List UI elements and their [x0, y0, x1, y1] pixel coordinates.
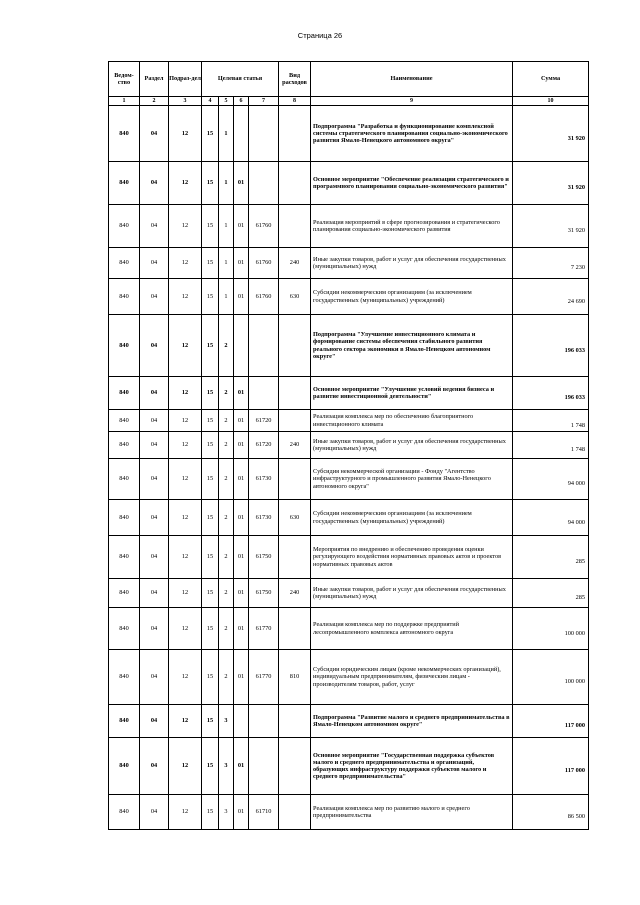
cell-celevaya-3 — [234, 315, 249, 377]
cell-vid-rashodov — [279, 106, 311, 162]
cell-naimenovanie: Подпрограмма "Улучшение инвестиционного климата и формирование системы обеспечения стабильного развития реального сектора экономики в Ямало-Ненецком автономном округе" — [311, 315, 513, 377]
cell-celevaya-3: 01 — [234, 410, 249, 432]
table-row — [109, 410, 589, 432]
header-summa: Сумма — [513, 62, 589, 97]
cell-razdel: 04 — [140, 579, 169, 608]
cell-celevaya-3: 01 — [234, 279, 249, 315]
cell-celevaya-3: 01 — [234, 650, 249, 705]
cell-celevaya-3: 01 — [234, 500, 249, 536]
cell-vedomstvo: 840 — [109, 459, 140, 500]
cell-celevaya-4 — [249, 162, 279, 205]
cell-vid-rashodov — [279, 459, 311, 500]
cell-summa: 100 000 — [513, 608, 589, 650]
cell-celevaya-4 — [249, 377, 279, 410]
cell-podrazdel: 12 — [169, 459, 202, 500]
cell-summa: 117 000 — [513, 738, 589, 795]
cell-summa: 117 000 — [513, 705, 589, 738]
table-row — [109, 536, 589, 579]
cell-naimenovanie: Мероприятия по внедрению и обеспечению проведения оценки регулирующего воздействия нормативных правовых актов и проектов нормативных правовых актов — [311, 536, 513, 579]
cell-celevaya-4: 61760 — [249, 205, 279, 248]
cell-vedomstvo: 840 — [109, 500, 140, 536]
column-number: 7 — [249, 97, 279, 106]
cell-celevaya-2: 2 — [219, 500, 234, 536]
cell-vid-rashodov — [279, 377, 311, 410]
cell-podrazdel: 12 — [169, 705, 202, 738]
cell-summa: 285 — [513, 536, 589, 579]
table-row — [109, 500, 589, 536]
cell-vid-rashodov — [279, 795, 311, 830]
cell-celevaya-1: 15 — [202, 500, 219, 536]
cell-celevaya-1: 15 — [202, 738, 219, 795]
cell-razdel: 04 — [140, 315, 169, 377]
table-row — [109, 705, 589, 738]
cell-vedomstvo: 840 — [109, 205, 140, 248]
cell-vid-rashodov: 240 — [279, 579, 311, 608]
table-row — [109, 248, 589, 279]
cell-vid-rashodov — [279, 705, 311, 738]
cell-celevaya-2: 1 — [219, 279, 234, 315]
cell-celevaya-1: 15 — [202, 650, 219, 705]
cell-celevaya-2: 2 — [219, 459, 234, 500]
cell-summa: 31 920 — [513, 106, 589, 162]
column-number: 1 — [109, 97, 140, 106]
cell-celevaya-1: 15 — [202, 795, 219, 830]
cell-razdel: 04 — [140, 410, 169, 432]
cell-celevaya-4 — [249, 315, 279, 377]
cell-vid-rashodov: 630 — [279, 279, 311, 315]
cell-summa: 31 920 — [513, 162, 589, 205]
cell-summa: 94 000 — [513, 500, 589, 536]
cell-celevaya-2: 2 — [219, 536, 234, 579]
cell-naimenovanie: Реализация комплекса мер по развитию малого и среднего предпринимательства — [311, 795, 513, 830]
cell-naimenovanie: Основное мероприятие "Улучшение условий ведения бизнеса и развитие инвестиционной деятельности" — [311, 377, 513, 410]
cell-vid-rashodov: 240 — [279, 248, 311, 279]
cell-podrazdel: 12 — [169, 579, 202, 608]
cell-summa: 1 748 — [513, 432, 589, 459]
cell-podrazdel: 12 — [169, 536, 202, 579]
cell-naimenovanie: Реализация комплекса мер по поддержке предприятий лесопромышленного комплекса автономного округа — [311, 608, 513, 650]
cell-razdel: 04 — [140, 536, 169, 579]
cell-razdel: 04 — [140, 279, 169, 315]
cell-celevaya-2: 3 — [219, 738, 234, 795]
cell-summa: 196 033 — [513, 377, 589, 410]
cell-celevaya-4: 61750 — [249, 536, 279, 579]
cell-vedomstvo: 840 — [109, 795, 140, 830]
cell-celevaya-1: 15 — [202, 459, 219, 500]
cell-naimenovanie: Подпрограмма "Разработка и функционирование комплексной системы стратегического планирования социально-экономического развития Ямало-Ненецкого автономного округа" — [311, 106, 513, 162]
cell-podrazdel: 12 — [169, 377, 202, 410]
table-row — [109, 377, 589, 410]
table-row — [109, 459, 589, 500]
cell-celevaya-4: 61770 — [249, 608, 279, 650]
column-number: 9 — [311, 97, 513, 106]
column-number-row — [109, 97, 589, 106]
cell-celevaya-1: 15 — [202, 579, 219, 608]
cell-vedomstvo: 840 — [109, 608, 140, 650]
cell-vedomstvo: 840 — [109, 162, 140, 205]
cell-celevaya-3 — [234, 705, 249, 738]
cell-celevaya-4: 61750 — [249, 579, 279, 608]
cell-celevaya-3 — [234, 106, 249, 162]
cell-celevaya-3: 01 — [234, 536, 249, 579]
cell-celevaya-1: 15 — [202, 205, 219, 248]
cell-summa: 1 748 — [513, 410, 589, 432]
cell-vid-rashodov — [279, 738, 311, 795]
cell-celevaya-3: 01 — [234, 459, 249, 500]
budget-table — [108, 61, 589, 830]
cell-celevaya-2: 1 — [219, 205, 234, 248]
cell-podrazdel: 12 — [169, 205, 202, 248]
table-row — [109, 205, 589, 248]
cell-vid-rashodov — [279, 205, 311, 248]
cell-celevaya-4: 61760 — [249, 279, 279, 315]
cell-celevaya-4: 61730 — [249, 500, 279, 536]
cell-vid-rashodov: 810 — [279, 650, 311, 705]
cell-vedomstvo: 840 — [109, 248, 140, 279]
cell-celevaya-3: 01 — [234, 795, 249, 830]
cell-celevaya-1: 15 — [202, 705, 219, 738]
cell-razdel: 04 — [140, 162, 169, 205]
cell-razdel: 04 — [140, 106, 169, 162]
cell-razdel: 04 — [140, 205, 169, 248]
cell-summa: 86 500 — [513, 795, 589, 830]
column-number: 5 — [219, 97, 234, 106]
cell-celevaya-2: 3 — [219, 795, 234, 830]
cell-celevaya-2: 2 — [219, 377, 234, 410]
cell-celevaya-4 — [249, 705, 279, 738]
page-number-label: Страница 26 — [297, 31, 343, 40]
cell-vid-rashodov — [279, 536, 311, 579]
cell-summa: 196 033 — [513, 315, 589, 377]
cell-celevaya-4: 61730 — [249, 459, 279, 500]
table-row — [109, 650, 589, 705]
cell-podrazdel: 12 — [169, 410, 202, 432]
cell-celevaya-3: 01 — [234, 162, 249, 205]
cell-summa: 7 230 — [513, 248, 589, 279]
cell-celevaya-1: 15 — [202, 315, 219, 377]
cell-razdel: 04 — [140, 459, 169, 500]
cell-razdel: 04 — [140, 738, 169, 795]
cell-celevaya-2: 2 — [219, 650, 234, 705]
cell-naimenovanie: Субсидия некоммерческой организации - Фонду "Агентство инфраструктурного и промышленного развития Ямало-Ненецкого автономного округа" — [311, 459, 513, 500]
cell-celevaya-3: 01 — [234, 579, 249, 608]
cell-celevaya-1: 15 — [202, 608, 219, 650]
cell-celevaya-2: 1 — [219, 248, 234, 279]
cell-vedomstvo: 840 — [109, 279, 140, 315]
cell-celevaya-3: 01 — [234, 432, 249, 459]
cell-celevaya-1: 15 — [202, 432, 219, 459]
header-vid-rashodov: Вид расходов — [279, 62, 311, 97]
cell-naimenovanie: Основное мероприятие "Государственная поддержка субъектов малого и среднего предпринимательства и организаций, образующих инфраструктуру поддержки субъектов малого и среднего предпринимательства" — [311, 738, 513, 795]
cell-podrazdel: 12 — [169, 795, 202, 830]
cell-vedomstvo: 840 — [109, 705, 140, 738]
cell-razdel: 04 — [140, 650, 169, 705]
cell-podrazdel: 12 — [169, 106, 202, 162]
cell-celevaya-1: 15 — [202, 536, 219, 579]
cell-summa: 94 000 — [513, 459, 589, 500]
cell-celevaya-4: 61760 — [249, 248, 279, 279]
cell-celevaya-3: 01 — [234, 377, 249, 410]
cell-podrazdel: 12 — [169, 500, 202, 536]
cell-vedomstvo: 840 — [109, 536, 140, 579]
cell-vid-rashodov: 240 — [279, 432, 311, 459]
cell-vid-rashodov — [279, 608, 311, 650]
cell-celevaya-1: 15 — [202, 162, 219, 205]
cell-celevaya-3: 01 — [234, 608, 249, 650]
cell-razdel: 04 — [140, 608, 169, 650]
table-row — [109, 279, 589, 315]
cell-celevaya-3: 01 — [234, 738, 249, 795]
header-podrazdel: Подраз-дел — [169, 62, 202, 97]
header-razdel: Раздел — [140, 62, 169, 97]
cell-naimenovanie: Иные закупки товаров, работ и услуг для обеспечения государственных (муниципальных) нужд — [311, 432, 513, 459]
table-row — [109, 106, 589, 162]
cell-podrazdel: 12 — [169, 315, 202, 377]
cell-summa: 285 — [513, 579, 589, 608]
cell-vid-rashodov — [279, 162, 311, 205]
cell-vedomstvo: 840 — [109, 315, 140, 377]
cell-celevaya-4: 61710 — [249, 795, 279, 830]
cell-razdel: 04 — [140, 432, 169, 459]
cell-summa: 24 690 — [513, 279, 589, 315]
column-number: 8 — [279, 97, 311, 106]
cell-celevaya-4 — [249, 106, 279, 162]
table-row — [109, 579, 589, 608]
cell-celevaya-4: 61720 — [249, 410, 279, 432]
cell-naimenovanie: Субсидии некоммерческим организациям (за исключением государственных (муниципальных) учреждений) — [311, 500, 513, 536]
cell-summa: 31 920 — [513, 205, 589, 248]
table-row — [109, 795, 589, 830]
column-number: 3 — [169, 97, 202, 106]
cell-podrazdel: 12 — [169, 608, 202, 650]
column-number: 10 — [513, 97, 589, 106]
column-number: 4 — [202, 97, 219, 106]
header-naimenovanie: Наименование — [311, 62, 513, 97]
cell-celevaya-1: 15 — [202, 377, 219, 410]
cell-naimenovanie: Реализация комплекса мер по обеспечению благоприятного инвестиционного климата — [311, 410, 513, 432]
column-number: 6 — [234, 97, 249, 106]
table-row — [109, 162, 589, 205]
column-number: 2 — [140, 97, 169, 106]
cell-celevaya-2: 3 — [219, 705, 234, 738]
cell-celevaya-2: 2 — [219, 432, 234, 459]
cell-celevaya-2: 2 — [219, 410, 234, 432]
cell-vedomstvo: 840 — [109, 432, 140, 459]
cell-vedomstvo: 840 — [109, 410, 140, 432]
header-row — [109, 62, 589, 97]
cell-celevaya-3: 01 — [234, 205, 249, 248]
cell-razdel: 04 — [140, 705, 169, 738]
table-row — [109, 315, 589, 377]
cell-podrazdel: 12 — [169, 738, 202, 795]
header-celevaya-statya: Целевая статья — [202, 62, 279, 97]
cell-celevaya-1: 15 — [202, 248, 219, 279]
cell-razdel: 04 — [140, 795, 169, 830]
cell-vid-rashodov — [279, 315, 311, 377]
cell-summa: 100 000 — [513, 650, 589, 705]
cell-naimenovanie: Основное мероприятие "Обеспечение реализации стратегического и программного планирования социально-экономического развития" — [311, 162, 513, 205]
cell-podrazdel: 12 — [169, 248, 202, 279]
cell-vid-rashodov — [279, 410, 311, 432]
table-row — [109, 608, 589, 650]
cell-vedomstvo: 840 — [109, 579, 140, 608]
cell-razdel: 04 — [140, 500, 169, 536]
cell-celevaya-4: 61770 — [249, 650, 279, 705]
cell-celevaya-1: 15 — [202, 106, 219, 162]
cell-podrazdel: 12 — [169, 432, 202, 459]
cell-celevaya-2: 1 — [219, 162, 234, 205]
cell-celevaya-2: 2 — [219, 315, 234, 377]
cell-podrazdel: 12 — [169, 162, 202, 205]
cell-celevaya-2: 2 — [219, 579, 234, 608]
cell-vid-rashodov: 630 — [279, 500, 311, 536]
cell-celevaya-2: 2 — [219, 608, 234, 650]
cell-vedomstvo: 840 — [109, 106, 140, 162]
cell-podrazdel: 12 — [169, 279, 202, 315]
cell-celevaya-3: 01 — [234, 248, 249, 279]
cell-naimenovanie: Подпрограмма "Развитие малого и среднего предпринимательства в Ямало-Ненецком автономном округе" — [311, 705, 513, 738]
cell-naimenovanie: Субсидии юридическим лицам (кроме некоммерческих организаций), индивидуальным предпринимателям, физическим лицам - производителям товаров, работ, услуг — [311, 650, 513, 705]
cell-razdel: 04 — [140, 377, 169, 410]
cell-naimenovanie: Субсидии некоммерческим организациям (за исключением государственных (муниципальных) учреждений) — [311, 279, 513, 315]
cell-celevaya-2: 1 — [219, 106, 234, 162]
cell-razdel: 04 — [140, 248, 169, 279]
budget-table-body — [109, 106, 589, 830]
header-vedomstvo: Ведом-ство — [109, 62, 140, 97]
cell-naimenovanie: Иные закупки товаров, работ и услуг для обеспечения государственных (муниципальных) нужд — [311, 248, 513, 279]
table-row — [109, 738, 589, 795]
cell-podrazdel: 12 — [169, 650, 202, 705]
table-row — [109, 432, 589, 459]
cell-celevaya-4: 61720 — [249, 432, 279, 459]
cell-celevaya-4 — [249, 738, 279, 795]
cell-celevaya-1: 15 — [202, 410, 219, 432]
cell-vedomstvo: 840 — [109, 650, 140, 705]
cell-vedomstvo: 840 — [109, 738, 140, 795]
cell-vedomstvo: 840 — [109, 377, 140, 410]
cell-naimenovanie: Реализация мероприятий в сфере прогнозирования и стратегического планирования социально-экономического развития — [311, 205, 513, 248]
cell-naimenovanie: Иные закупки товаров, работ и услуг для обеспечения государственных (муниципальных) нужд — [311, 579, 513, 608]
cell-celevaya-1: 15 — [202, 279, 219, 315]
